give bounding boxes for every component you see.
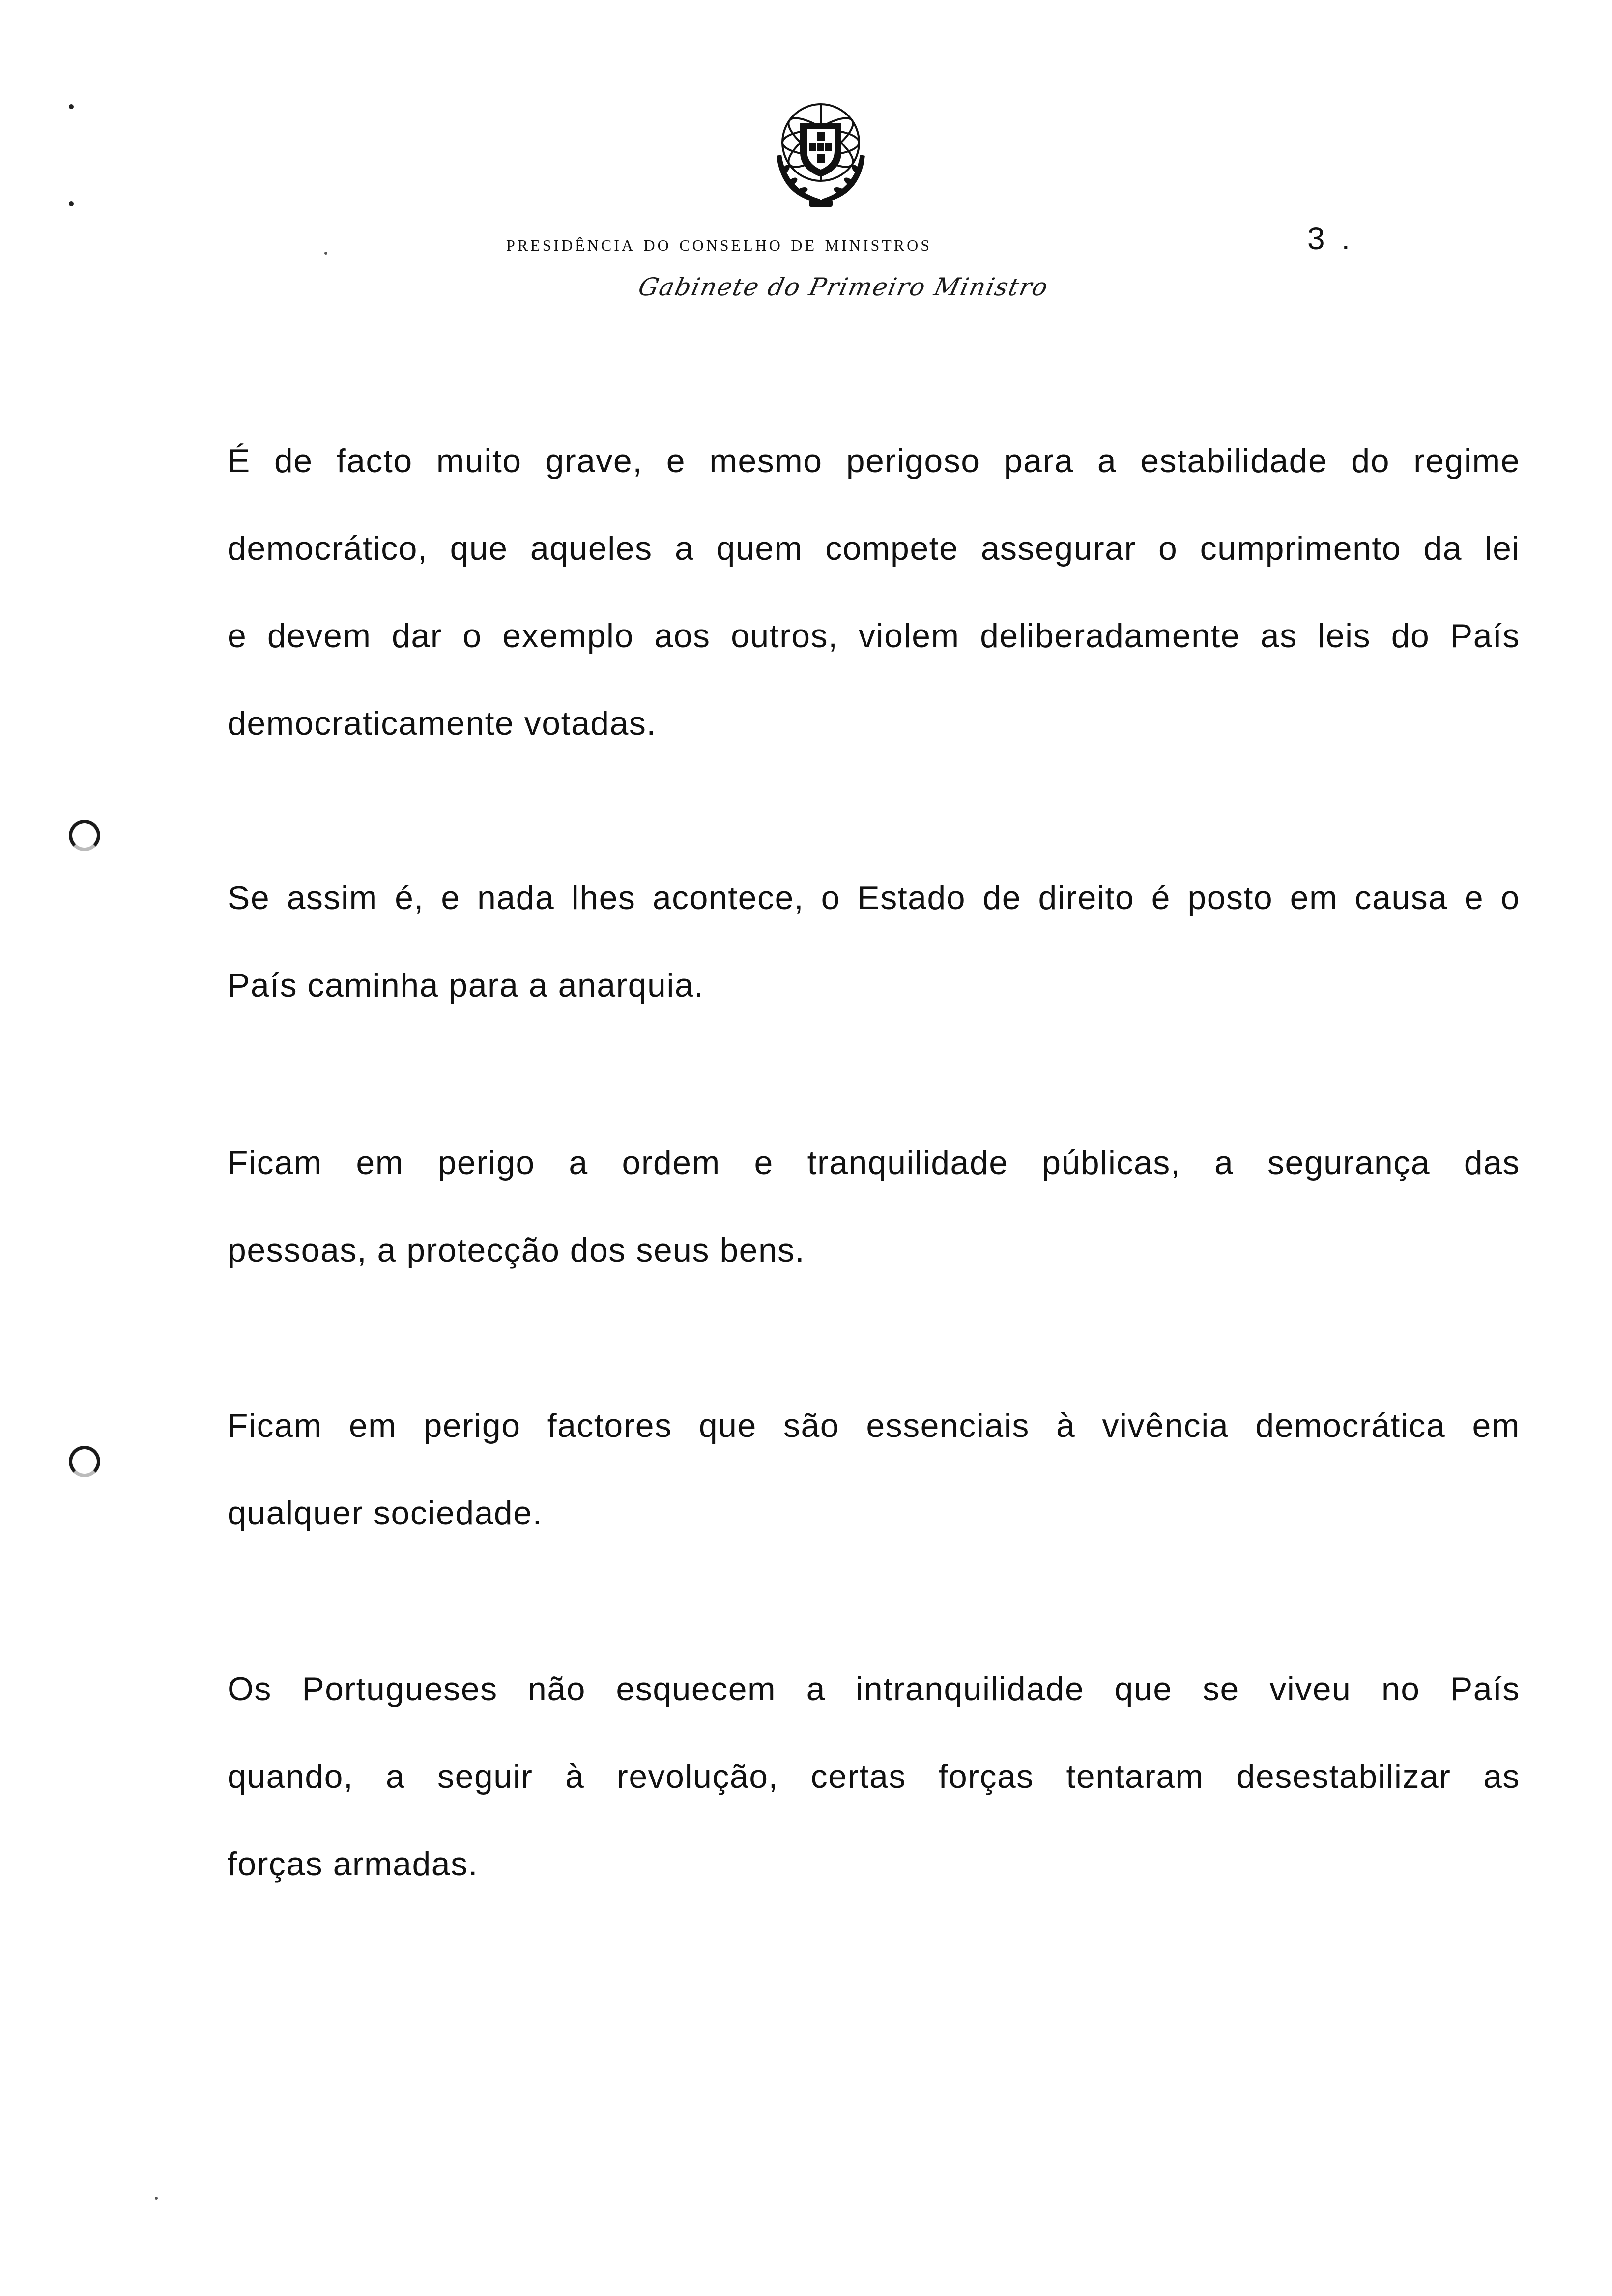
text-line: democraticamente votadas. <box>228 705 657 742</box>
text-line: democrático, que aqueles a quem compete assegurar o cumprimento da lei <box>228 530 1520 567</box>
text-line: País caminha para a anarquia. <box>228 967 704 1004</box>
text-line: Ficam em perigo factores que são essenciais à vivência democrática em <box>228 1407 1520 1444</box>
text-line: É de facto muito grave, e mesmo perigoso para a estabilidade do regime <box>228 442 1520 480</box>
paragraph <box>228 1119 1520 1294</box>
paragraph <box>228 1382 1520 1557</box>
text-line: Se assim é, e nada lhes acontece, o Estado de direito é posto em causa e o <box>228 879 1520 917</box>
header-subtitle: Gabinete do Primeiro Ministro <box>635 273 1051 301</box>
header-title: presidência do conselho de ministros <box>506 230 932 256</box>
text-line: forças armadas. <box>228 1845 479 1883</box>
text-line: pessoas, a protecção dos seus bens. <box>228 1232 806 1269</box>
text-line: qualquer sociedade. <box>228 1494 543 1532</box>
paragraph <box>228 854 1520 1029</box>
margin-dot <box>155 2197 158 2200</box>
margin-dot <box>324 252 327 255</box>
text-line: e devem dar o exemplo aos outros, violem deliberadamente as leis do País <box>228 617 1520 655</box>
page-number: 3 . <box>1307 221 1354 256</box>
paragraph <box>228 417 1520 767</box>
punch-hole <box>69 1446 100 1477</box>
text-line: quando, a seguir à revolução, certas forças tentaram desestabilizar as <box>228 1758 1520 1795</box>
punch-hole <box>69 820 100 851</box>
coat-of-arms-icon <box>762 96 880 214</box>
text-line: Ficam em perigo a ordem e tranquilidade públicas, a segurança das <box>228 1144 1520 1181</box>
paragraph <box>228 1645 1520 1908</box>
margin-dot <box>69 201 74 206</box>
text-line: Os Portugueses não esquecem a intranquilidade que se viveu no País <box>228 1670 1520 1708</box>
margin-dot <box>69 104 74 109</box>
